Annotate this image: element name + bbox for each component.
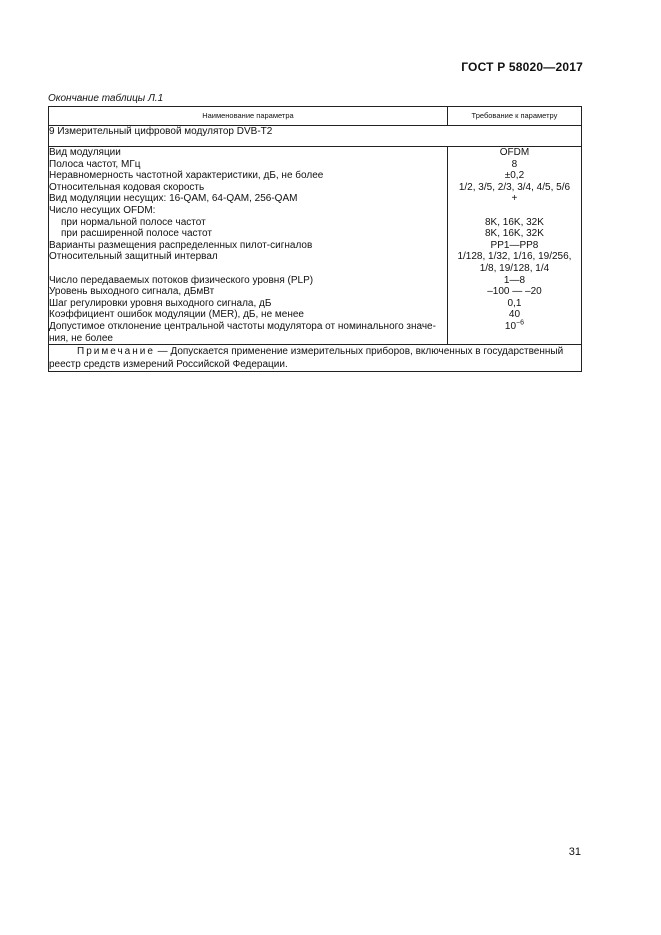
note-cell: [49, 345, 582, 372]
param-output-level: Уровень выходного сигнала, дБмВт: [49, 286, 215, 298]
note-text-line-1: — Допускается применение измерительных приборов, включенных в государственный: [154, 346, 564, 358]
section-title: 9 Измерительный цифровой модулятор DVB-T2: [49, 126, 582, 147]
document-code: ГОСТ Р 58020—2017: [461, 60, 583, 74]
param-frequency-deviation: Допустимое отклонение центральной частоты модулятора от номинального значе-: [49, 320, 436, 332]
param-carrier-modulation: Вид модуляции несущих: 16-QAM, 64-QAM, 256-QAM: [49, 193, 298, 205]
value-modulation-type: OFDM: [499, 147, 530, 158]
value-carrier-modulation: +: [511, 193, 518, 205]
parameter-names-cell: [49, 147, 448, 345]
param-extended-band: при расширенной полосе частот: [61, 228, 212, 240]
param-spacer: [49, 263, 447, 275]
param-bandwidth: Полоса частот, МГц: [49, 158, 141, 170]
value-pilot-patterns: PP1—PP8: [490, 239, 539, 251]
param-level-step: Шаг регулировки уровня выходного сигнала, дБ: [49, 297, 272, 309]
param-frequency-deviation-cont: ния, не более: [49, 332, 113, 344]
column-header-parameter: Наименование параметра: [49, 107, 448, 126]
param-normal-band: при нормальной полосе частот: [61, 216, 206, 228]
note-text-line-2: реестр средств измерений Российской Федерации.: [49, 359, 288, 371]
value-level-step: 0,1: [507, 297, 522, 309]
value-code-rate: 1/2, 3/5, 2/3, 3/4, 4/5, 5/6: [458, 181, 571, 193]
value-extended-band: 8K, 16K, 32K: [484, 228, 544, 240]
table-header-row: [49, 107, 582, 126]
requirements-table: [48, 106, 582, 372]
note-row: [49, 345, 582, 372]
value-normal-band: 8K, 16K, 32K: [484, 216, 544, 228]
param-frequency-response: Неравномерность частотной характеристики, дБ, не более: [49, 170, 324, 182]
value-bandwidth: 8: [511, 158, 518, 170]
param-mer: Коэффициент ошибок модуляции (MER), дБ, не менее: [49, 309, 304, 321]
param-guard-interval: Относительный защитный интервал: [49, 251, 218, 263]
value-frequency-response: ±0,2: [504, 170, 525, 182]
value-mer: 40: [508, 309, 521, 321]
param-modulation-type: Вид модуляции: [49, 147, 121, 158]
value-spacer: [448, 205, 581, 217]
param-ofdm-carriers: Число несущих OFDM:: [49, 204, 156, 216]
value-frequency-deviation-base: 10: [504, 320, 517, 332]
requirement-values-cell: [447, 147, 581, 345]
page-number: 31: [568, 846, 581, 858]
table-caption: Окончание таблицы Л.1: [48, 93, 164, 104]
value-guard-interval-cont: 1/8, 19/128, 1/4: [479, 262, 550, 274]
section-row: [49, 126, 582, 147]
note-label: Примечание: [77, 346, 155, 358]
param-plp-count: Число передаваемых потоков физического уровня (PLP): [49, 274, 314, 286]
value-frequency-deviation: [448, 321, 581, 333]
value-output-level: –100 — –20: [487, 286, 542, 298]
value-frequency-deviation-exponent: −6: [516, 319, 524, 327]
value-plp-count: 1—8: [503, 274, 526, 286]
param-code-rate: Относительная кодовая скорость: [49, 181, 205, 193]
table-row: [49, 147, 582, 345]
param-pilot-patterns: Варианты размещения распределенных пилот-сигналов: [49, 239, 313, 251]
column-header-requirement: Требование к параметру: [447, 107, 581, 126]
value-guard-interval: 1/128, 1/32, 1/16, 19/256,: [457, 251, 572, 263]
